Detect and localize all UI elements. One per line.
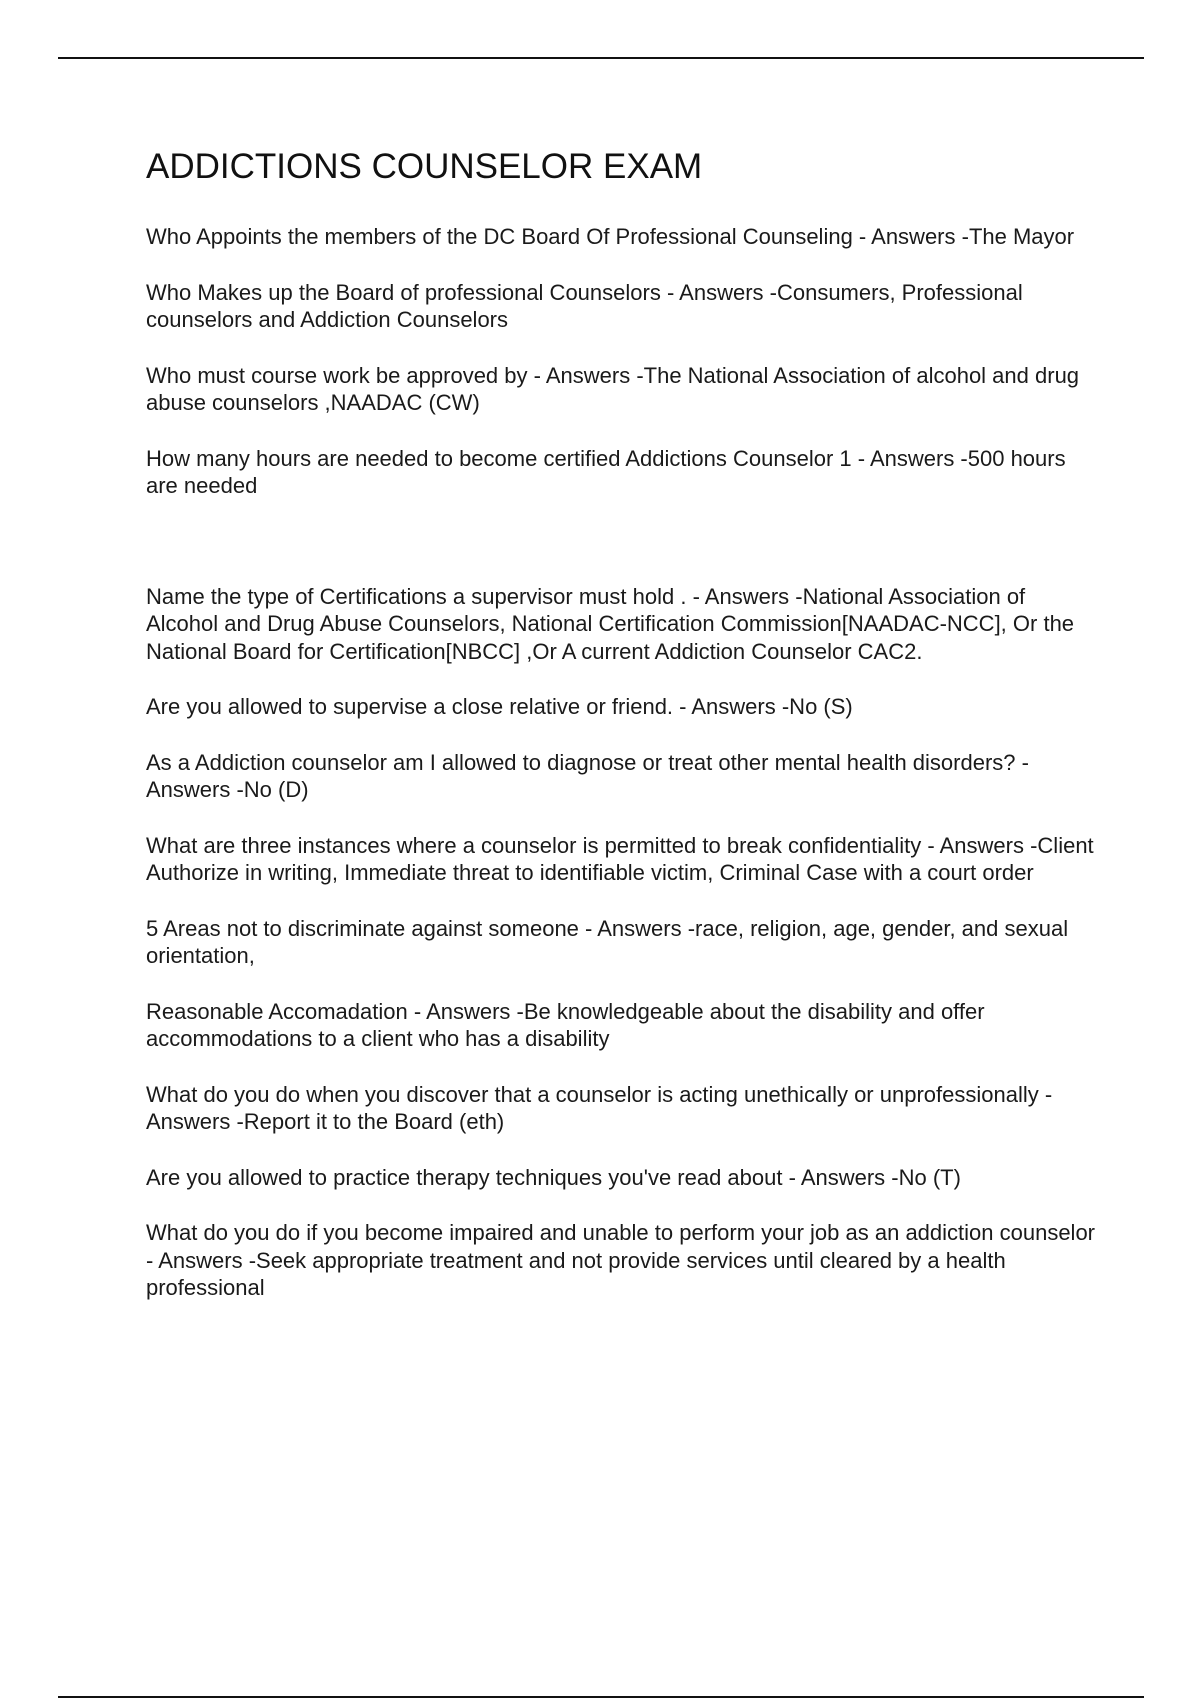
qa-item: How many hours are needed to become certified Addictions Counselor 1 - Answers -500 hours are needed bbox=[146, 445, 1066, 498]
document-title: ADDICTIONS COUNSELOR EXAM bbox=[146, 147, 703, 186]
qa-item: Are you allowed to practice therapy techniques you've read about - Answers -No (T) bbox=[146, 1164, 961, 1190]
qa-item: Who Makes up the Board of professional Counselors - Answers -Consumers, Professional counselors and Addiction Counselors bbox=[146, 279, 1023, 332]
qa-item: What do you do if you become impaired and unable to perform your job as an addiction counselor - Answers -Seek appropriate treatment and not provide services until cleared by a health professional bbox=[146, 1220, 1096, 1300]
qa-item: What do you do when you discover that a counselor is acting unethically or unprofessionally - Answers -Report it to the Board (eth) bbox=[146, 1081, 1053, 1134]
qa-item: Who Appoints the members of the DC Board Of Professional Counseling - Answers -The Mayor bbox=[146, 224, 1075, 249]
qa-item: What are three instances where a counselor is permitted to break confidentiality - Answers -Client Authorize in writing, Immediate threat to identifiable victim, Criminal Case with a court order bbox=[146, 832, 1094, 885]
qa-item: Are you allowed to supervise a close relative or friend. - Answers -No (S) bbox=[146, 694, 853, 719]
header-rule bbox=[58, 57, 1144, 59]
footer-rule bbox=[58, 1696, 1144, 1698]
document-body bbox=[146, 142, 1096, 1330]
qa-item: Who must course work be approved by - Answers -The National Association of alcohol and drug abuse counselors ,NAADAC (CW) bbox=[146, 362, 1080, 415]
qa-item: 5 Areas not to discriminate against someone - Answers -race, religion, age, gender, and sexual orientation, bbox=[146, 915, 1069, 968]
qa-item: Name the type of Certifications a supervisor must hold . - Answers -National Association of Alcohol and Drug Abuse Counselors, National Certification Commission[NAADAC-NCC], Or the National Board for Certification[NBCC] ,Or A current Addiction Counselor CAC2. bbox=[146, 583, 1075, 664]
qa-list bbox=[146, 223, 1096, 1302]
qa-item: As a Addiction counselor am I allowed to diagnose or treat other mental health disorders? - Answers -No (D) bbox=[146, 749, 1029, 802]
qa-item: Reasonable Accomadation - Answers -Be knowledgeable about the disability and offer accommodations to a client who has a disability bbox=[146, 998, 985, 1051]
